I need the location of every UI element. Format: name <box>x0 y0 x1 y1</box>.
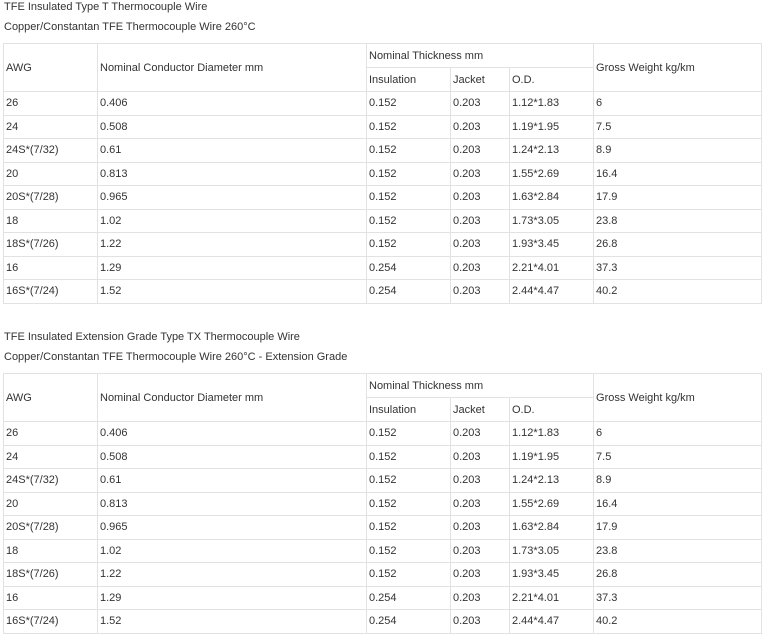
insulation-cell: 0.254 <box>367 256 451 280</box>
od-cell: 1.24*2.13 <box>510 139 594 163</box>
header-nominal-thickness: Nominal Thickness mm <box>367 374 594 398</box>
insulation-cell: 0.152 <box>367 516 451 540</box>
weight-cell: 26.8 <box>594 233 762 257</box>
table-row <box>4 610 762 634</box>
awg-cell: 24S*(7/32) <box>4 469 98 493</box>
diameter-cell: 1.02 <box>98 539 367 563</box>
awg-cell: 18S*(7/26) <box>4 563 98 587</box>
insulation-cell: 0.152 <box>367 162 451 186</box>
insulation-cell: 0.152 <box>367 422 451 446</box>
wire-spec-table-1 <box>3 43 762 304</box>
section-1-title: TFE Insulated Type T Thermocouple Wire <box>4 1 208 13</box>
diameter-cell: 0.508 <box>98 445 367 469</box>
diameter-cell: 1.29 <box>98 256 367 280</box>
table-row <box>4 115 762 139</box>
od-cell: 1.55*2.69 <box>510 162 594 186</box>
header-insulation: Insulation <box>367 68 451 92</box>
insulation-cell: 0.152 <box>367 445 451 469</box>
insulation-cell: 0.152 <box>367 233 451 257</box>
od-cell: 2.44*4.47 <box>510 280 594 304</box>
od-cell: 1.63*2.84 <box>510 186 594 210</box>
insulation-cell: 0.152 <box>367 469 451 493</box>
weight-cell: 23.8 <box>594 539 762 563</box>
jacket-cell: 0.203 <box>451 139 510 163</box>
od-cell: 2.21*4.01 <box>510 256 594 280</box>
diameter-cell: 0.61 <box>98 139 367 163</box>
header-gross-weight: Gross Weight kg/km <box>594 44 762 92</box>
od-cell: 1.93*3.45 <box>510 563 594 587</box>
jacket-cell: 0.203 <box>451 563 510 587</box>
diameter-cell: 0.406 <box>98 92 367 116</box>
insulation-cell: 0.152 <box>367 492 451 516</box>
diameter-cell: 0.406 <box>98 422 367 446</box>
insulation-cell: 0.152 <box>367 139 451 163</box>
header-od: O.D. <box>510 68 594 92</box>
weight-cell: 37.3 <box>594 256 762 280</box>
diameter-cell: 1.02 <box>98 209 367 233</box>
table-row <box>4 186 762 210</box>
table-row <box>4 516 762 540</box>
od-cell: 1.63*2.84 <box>510 516 594 540</box>
diameter-cell: 1.22 <box>98 233 367 257</box>
weight-cell: 37.3 <box>594 586 762 610</box>
weight-cell: 8.9 <box>594 469 762 493</box>
jacket-cell: 0.203 <box>451 280 510 304</box>
awg-cell: 26 <box>4 422 98 446</box>
jacket-cell: 0.203 <box>451 256 510 280</box>
awg-cell: 24S*(7/32) <box>4 139 98 163</box>
diameter-cell: 0.508 <box>98 115 367 139</box>
table-row <box>4 280 762 304</box>
insulation-cell: 0.152 <box>367 209 451 233</box>
od-cell: 2.44*4.47 <box>510 610 594 634</box>
weight-cell: 16.4 <box>594 492 762 516</box>
weight-cell: 23.8 <box>594 209 762 233</box>
table-row <box>4 162 762 186</box>
weight-cell: 8.9 <box>594 139 762 163</box>
od-cell: 1.73*3.05 <box>510 539 594 563</box>
od-cell: 1.24*2.13 <box>510 469 594 493</box>
insulation-cell: 0.152 <box>367 92 451 116</box>
table-row <box>4 586 762 610</box>
insulation-cell: 0.254 <box>367 586 451 610</box>
insulation-cell: 0.254 <box>367 280 451 304</box>
jacket-cell: 0.203 <box>451 209 510 233</box>
awg-cell: 26 <box>4 92 98 116</box>
diameter-cell: 0.813 <box>98 492 367 516</box>
diameter-cell: 0.965 <box>98 516 367 540</box>
header-insulation: Insulation <box>367 398 451 422</box>
table-row <box>4 469 762 493</box>
jacket-cell: 0.203 <box>451 610 510 634</box>
jacket-cell: 0.203 <box>451 492 510 516</box>
table-row <box>4 422 762 446</box>
table-row <box>4 492 762 516</box>
jacket-cell: 0.203 <box>451 469 510 493</box>
table-row <box>4 563 762 587</box>
header-od: O.D. <box>510 398 594 422</box>
header-conductor-diameter: Nominal Conductor Diameter mm <box>98 44 367 92</box>
awg-cell: 18 <box>4 209 98 233</box>
jacket-cell: 0.203 <box>451 186 510 210</box>
jacket-cell: 0.203 <box>451 115 510 139</box>
table-row <box>4 139 762 163</box>
jacket-cell: 0.203 <box>451 516 510 540</box>
diameter-cell: 1.52 <box>98 610 367 634</box>
jacket-cell: 0.203 <box>451 162 510 186</box>
diameter-cell: 1.29 <box>98 586 367 610</box>
weight-cell: 17.9 <box>594 516 762 540</box>
awg-cell: 24 <box>4 115 98 139</box>
weight-cell: 16.4 <box>594 162 762 186</box>
jacket-cell: 0.203 <box>451 92 510 116</box>
header-awg: AWG <box>4 374 98 422</box>
section-2-title: TFE Insulated Extension Grade Type TX Thermocouple Wire <box>4 331 300 343</box>
insulation-cell: 0.152 <box>367 186 451 210</box>
table-row <box>4 539 762 563</box>
od-cell: 1.73*3.05 <box>510 209 594 233</box>
diameter-cell: 1.22 <box>98 563 367 587</box>
awg-cell: 18 <box>4 539 98 563</box>
awg-cell: 16 <box>4 256 98 280</box>
diameter-cell: 0.965 <box>98 186 367 210</box>
weight-cell: 6 <box>594 422 762 446</box>
weight-cell: 7.5 <box>594 115 762 139</box>
od-cell: 1.93*3.45 <box>510 233 594 257</box>
weight-cell: 7.5 <box>594 445 762 469</box>
awg-cell: 20 <box>4 492 98 516</box>
diameter-cell: 1.52 <box>98 280 367 304</box>
awg-cell: 16S*(7/24) <box>4 280 98 304</box>
diameter-cell: 0.61 <box>98 469 367 493</box>
jacket-cell: 0.203 <box>451 422 510 446</box>
od-cell: 1.55*2.69 <box>510 492 594 516</box>
jacket-cell: 0.203 <box>451 445 510 469</box>
wire-spec-table-2 <box>3 373 762 634</box>
awg-cell: 16 <box>4 586 98 610</box>
awg-cell: 20S*(7/28) <box>4 516 98 540</box>
weight-cell: 40.2 <box>594 280 762 304</box>
insulation-cell: 0.152 <box>367 539 451 563</box>
od-cell: 1.19*1.95 <box>510 115 594 139</box>
awg-cell: 18S*(7/26) <box>4 233 98 257</box>
header-conductor-diameter: Nominal Conductor Diameter mm <box>98 374 367 422</box>
diameter-cell: 0.813 <box>98 162 367 186</box>
weight-cell: 40.2 <box>594 610 762 634</box>
table-row <box>4 92 762 116</box>
insulation-cell: 0.254 <box>367 610 451 634</box>
table-row <box>4 233 762 257</box>
awg-cell: 24 <box>4 445 98 469</box>
header-jacket: Jacket <box>451 398 510 422</box>
table-row <box>4 209 762 233</box>
jacket-cell: 0.203 <box>451 233 510 257</box>
od-cell: 1.12*1.83 <box>510 422 594 446</box>
od-cell: 2.21*4.01 <box>510 586 594 610</box>
insulation-cell: 0.152 <box>367 115 451 139</box>
weight-cell: 26.8 <box>594 563 762 587</box>
od-cell: 1.19*1.95 <box>510 445 594 469</box>
weight-cell: 17.9 <box>594 186 762 210</box>
awg-cell: 20 <box>4 162 98 186</box>
header-jacket: Jacket <box>451 68 510 92</box>
header-awg: AWG <box>4 44 98 92</box>
jacket-cell: 0.203 <box>451 539 510 563</box>
od-cell: 1.12*1.83 <box>510 92 594 116</box>
awg-cell: 20S*(7/28) <box>4 186 98 210</box>
section-1-subtitle: Copper/Constantan TFE Thermocouple Wire 260°C <box>4 21 256 33</box>
header-nominal-thickness: Nominal Thickness mm <box>367 44 594 68</box>
header-gross-weight: Gross Weight kg/km <box>594 374 762 422</box>
insulation-cell: 0.152 <box>367 563 451 587</box>
table-row <box>4 445 762 469</box>
table-body <box>4 422 762 634</box>
table-body <box>4 92 762 304</box>
table-row <box>4 256 762 280</box>
section-2-subtitle: Copper/Constantan TFE Thermocouple Wire 260°C - Extension Grade <box>4 351 348 363</box>
weight-cell: 6 <box>594 92 762 116</box>
awg-cell: 16S*(7/24) <box>4 610 98 634</box>
jacket-cell: 0.203 <box>451 586 510 610</box>
